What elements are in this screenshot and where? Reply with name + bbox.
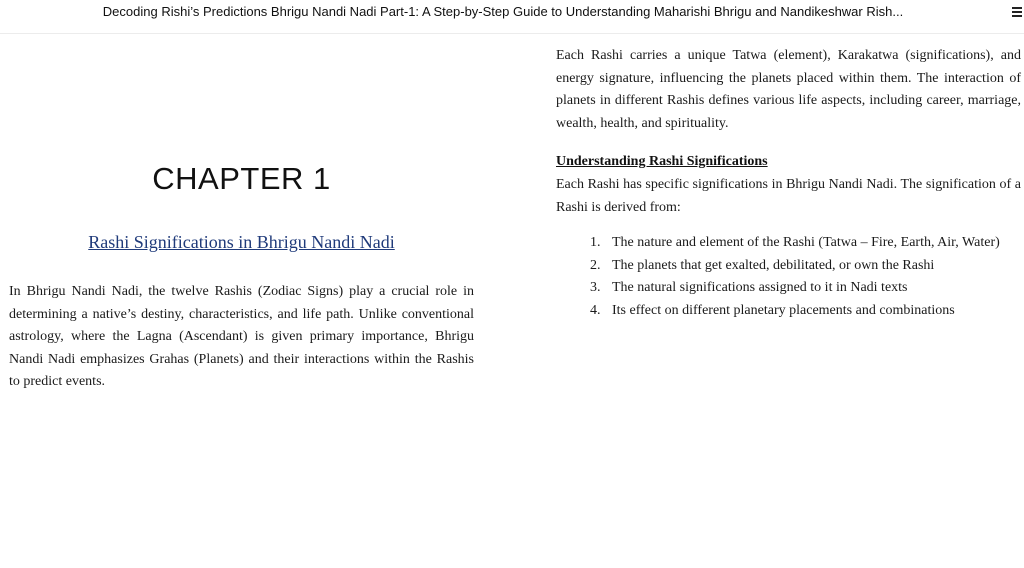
menu-icon-bar [1012,11,1022,13]
list-number: 2. [590,257,601,273]
section-heading: Understanding Rashi Significations [556,154,768,169]
list-item [590,255,1021,278]
list-item-text: The nature and element of the Rashi (Tatwa – Fire, Earth, Air, Water) [612,235,1000,250]
chapter-title-link[interactable]: Rashi Significations in Bhrigu Nandi Nadi [88,232,395,252]
rashi-paragraph: Each Rashi carries a unique Tatwa (element), Karakatwa (significations), and energy signature, influencing the planets placed within them. The interaction of planets in different Rashis defines various life aspects, including career, marriage, wealth, health, and spirituality. [556,48,1021,131]
list-item-text: The natural significations assigned to it in Nadi texts [612,280,908,295]
section-intro: Each Rashi has specific significations in Bhrigu Nandi Nadi. The signification of a Rashi is derived from: [556,177,1021,215]
significations-list [590,232,1021,322]
hamburger-menu-icon[interactable] [1012,6,1022,18]
list-item-text: Its effect on different planetary placements and combinations [612,302,955,318]
list-number: 4. [590,302,601,318]
book-title: Decoding Rishi’s Predictions Bhrigu Nandi Nadi Part-1: A Step-by-Step Guide to Understanding Maharishi Bhrigu and Nandikeshwar Rish... [102,4,904,19]
list-item-text: The planets that get exalted, debilitated, or own the Rashi [612,257,935,273]
list-number: 1. [590,235,601,250]
list-item [590,300,1021,323]
list-item [590,277,1021,300]
list-item [590,232,1021,255]
right-page [556,45,1021,322]
menu-icon-bar [1012,15,1022,17]
list-number: 3. [590,280,601,295]
chapter-heading: CHAPTER 1 [152,161,331,196]
intro-paragraph: In Bhrigu Nandi Nadi, the twelve Rashis (Zodiac Signs) play a crucial role in determining a native’s destiny, characteristics, and life path. Unlike conventional astrology, where the Lagna (Ascendant) is given primary importance, Bhrigu Nandi Nadi emphasizes Grahas (Planets) and their interactions within the Rashis to predict events. [9,284,474,389]
reader-top-bar [0,0,1024,34]
menu-icon-bar [1012,7,1022,9]
